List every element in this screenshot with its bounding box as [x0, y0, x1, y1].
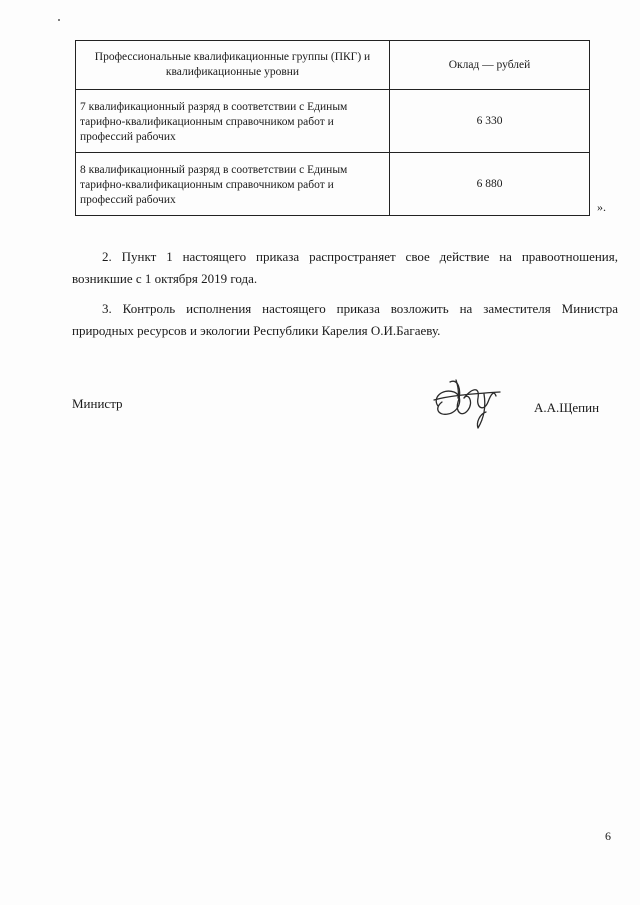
salary-table	[75, 40, 590, 216]
table-header-row	[76, 41, 590, 90]
row-group-cell: 7 квалификационный разряд в соответствии с Единым тарифно-квалификационным справочником работ и профессий рабочих	[76, 90, 390, 153]
table-row	[76, 90, 590, 153]
handwritten-signature	[428, 372, 506, 434]
signatory-title: Министр	[72, 396, 123, 411]
closing-quote: ».	[597, 200, 606, 214]
scan-speck	[58, 19, 60, 21]
header-salary: Оклад — рублей	[390, 41, 590, 90]
row-salary-cell: 6 880	[390, 153, 590, 216]
page-number: 6	[605, 829, 611, 843]
row-salary-cell: 6 330	[390, 90, 590, 153]
table-row	[76, 153, 590, 216]
header-group: Профессиональные квалификационные группы (ПКГ) и квалификационные уровни	[76, 41, 390, 90]
paragraph-2: 2. Пункт 1 настоящего приказа распространяет свое действие на правоотношения, возникшие с 1 октября 2019 года.	[72, 249, 618, 286]
signatory-name: А.А.Щепин	[534, 400, 600, 415]
row-group-cell: 8 квалификационный разряд в соответствии с Единым тарифно-квалификационным справочником работ и профессий рабочих	[76, 153, 390, 216]
paragraph-3: 3. Контроль исполнения настоящего приказа возложить на заместителя Министра природных ресурсов и экологии Республики Карелия О.И.Багаеву.	[72, 301, 618, 338]
